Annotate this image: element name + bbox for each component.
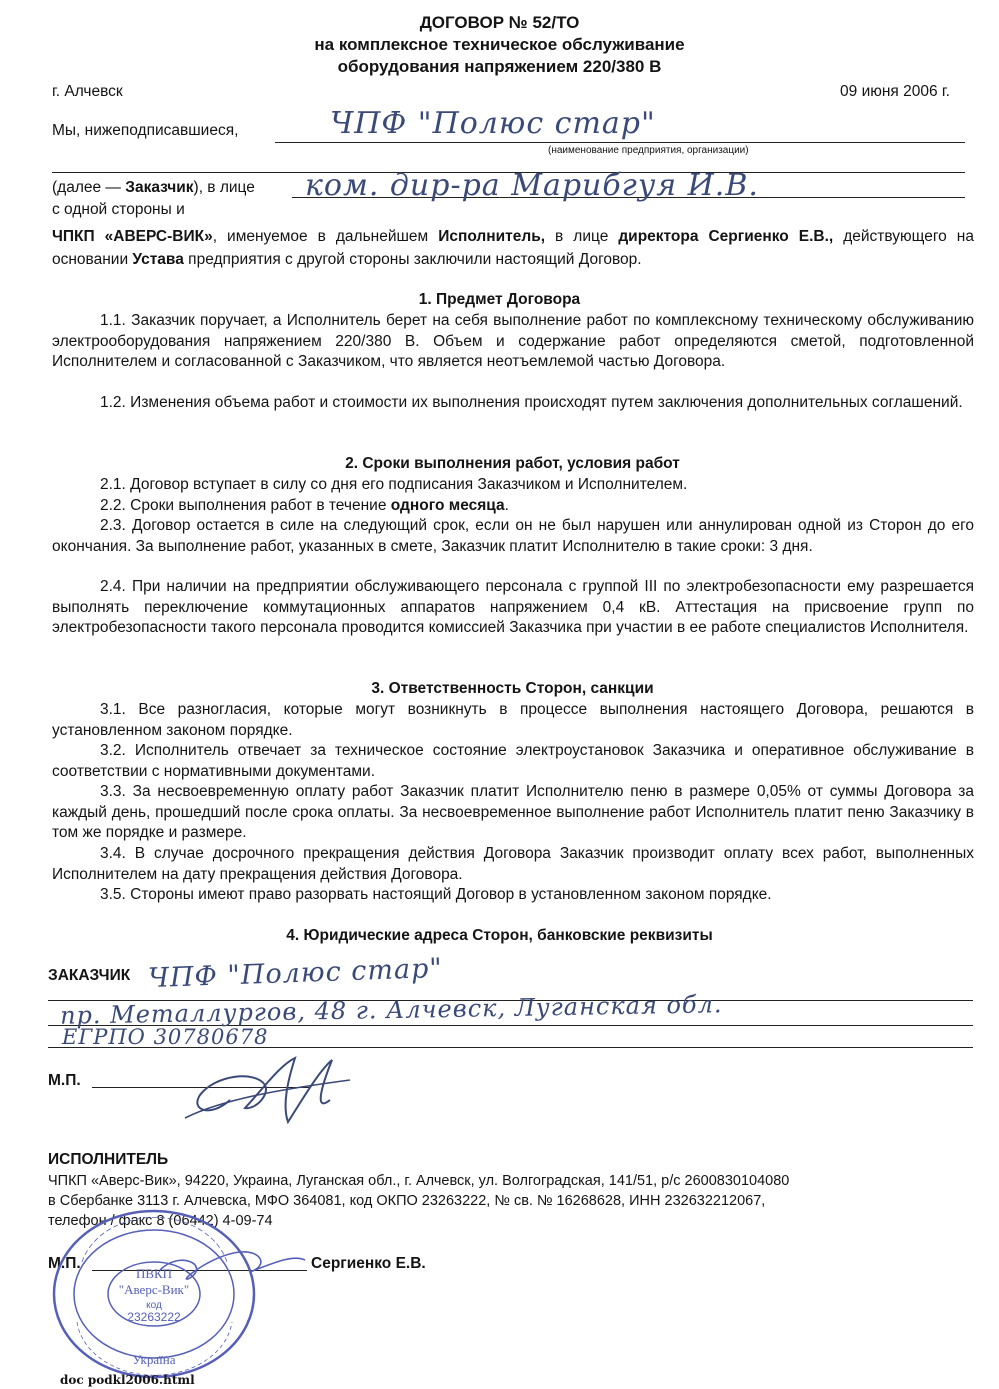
section-2-heading: 2. Сроки выполнения работ, условия работ xyxy=(345,455,680,472)
we-label: Мы, нижеподписавшиеся, xyxy=(52,122,239,139)
customer-signature xyxy=(170,1040,370,1140)
clause-1-2: 1.2. Изменения объема работ и стоимости их выполнения происходят путем заключения дополнительных соглашений. xyxy=(100,394,963,411)
customer-handwritten-address: пр. Металлургов, 48 г. Алчевск, Луганская обл. xyxy=(59,990,723,1030)
customer-handwritten-name: ЧПФ "Полюс стар" xyxy=(147,952,444,995)
clause-1-1: 1.1. Заказчик поручает, а Исполнитель берет на себя выполнение работ по комплексному техническому обслуживанию электрооборудования напряжением 220/380 В. Объем и содержание работ определяются сметой, подготовленной Исполнителем и согласованной с Заказчиком, что является неотъемлемой частью Договора. xyxy=(52,312,974,370)
clause-3-5: 3.5. Стороны имеют право разорвать настоящий Договор в установленном законом порядке. xyxy=(100,886,772,903)
clause-3-4: 3.4. В случае досрочного прекращения действия Договора Заказчик производит оплату всех работ, выполненных Исполнителем на дату прекращения действия Договора. xyxy=(52,845,974,883)
contract-subtitle-1: на комплексное техническое обслуживание xyxy=(314,35,685,54)
one-side-text: с одной стороны и xyxy=(52,201,185,218)
contract-subtitle-2: оборудования напряжением 220/380 В xyxy=(337,57,662,76)
representative-handwritten: ком. дир-ра Марибгуя И.В. xyxy=(305,168,759,203)
stamp-code-label: код xyxy=(146,1300,162,1311)
clause-3-3: 3.3. За несвоевременную оплату работ Заказчик платит Исполнителю пеню в размере 0,05% от суммы Договора за каждый день, прошедший после срока оплаты. За несвоевременное выполнение работ Исполнитель платит пеню Заказчику в том же порядке и размере. xyxy=(52,783,974,841)
executor-label: ИСПОЛНИТЕЛЬ xyxy=(48,1151,169,1168)
executor-requisites: ЧПКП «Аверс-Вик», 94220, Украина, Луганская обл., г. Алчевск, ул. Волгоградская, 141/51, р/с 2600830104080 в Сбербанке 3113 г. Алчевска, МФО 364081, код ОКПО 23263222, № св. № 16268628, ИНН 232632212067, телефон / факс 8 (06442) 4-09-74 xyxy=(48,1173,790,1229)
contract-title: ДОГОВОР № 52/ТО xyxy=(419,13,580,32)
company-stamp xyxy=(42,1202,262,1382)
preamble-paragraph: ЧПКП «АВЕРС-ВИК», именуемое в дальнейшем Исполнитель, в лице директора Сергиенко Е.В., действующего на основании Устава предприятия с другой стороны заключили настоящий Договор. xyxy=(52,228,974,268)
city: г. Алчевск xyxy=(52,83,123,100)
customer-name-handwritten: ЧПФ "Полюс стар" xyxy=(330,106,656,141)
stamp-code: 23263222 xyxy=(127,1310,181,1324)
customer-handwritten-code: ЕГРПО 30780678 xyxy=(62,1025,269,1049)
executor-mp-label: М.П. xyxy=(48,1255,81,1272)
executor-signer: Сергиенко Е.В. xyxy=(311,1255,426,1272)
clause-2-2: 2.2. Сроки выполнения работ в течение одного месяца. xyxy=(100,497,509,514)
clause-2-3: 2.3. Договор остается в силе на следующий срок, если он не был нарушен или аннулирован одной из Сторон до его окончания. За выполнение работ, указанных в смете, Заказчик платит Исполнителю в такие сроки: 3 дня. xyxy=(52,517,975,555)
stamp-center-1: ПВКП xyxy=(135,1266,173,1281)
org-caption: (наименование предприятия, организации) xyxy=(548,145,749,156)
section-1-heading: 1. Предмет Договора xyxy=(418,291,581,308)
contract-date: 09 июня 2006 г. xyxy=(840,83,950,100)
clause-2-4: 2.4. При наличии на предприятии обслуживающего персонала с группой III по электробезопасности ему разрешается выполнять переключение коммутационных аппаратов напряжением 0,4 кВ. Аттестация на присвоение групп по электробезопасности такого персонала проводится комиссией Заказчика при участии в ее работе специалистов Исполнителя. xyxy=(52,578,974,636)
stamp-country: Україна xyxy=(132,1352,176,1367)
clause-3-1: 3.1. Все разногласия, которые могут возникнуть в процессе выполнения настоящего Договора, решаются в установленном законом порядке. xyxy=(52,701,975,739)
section-3-heading: 3. Ответственность Сторон, санкции xyxy=(371,680,654,697)
hereinafter-text: (далее — Заказчик), в лице xyxy=(52,179,255,196)
clause-2-1: 2.1. Договор вступает в силу со дня его подписания Заказчиком и Исполнителем. xyxy=(100,476,688,493)
customer-mp-label: М.П. xyxy=(48,1072,81,1089)
customer-label: ЗАКАЗЧИК xyxy=(48,967,131,984)
stamp-center-2: "Аверс-Вик" xyxy=(118,1282,190,1297)
footer-filename: doc podkl2006.html xyxy=(60,1373,195,1387)
clause-3-2: 3.2. Исполнитель отвечает за техническое состояние электроустановок Заказчика и оперативное обслуживание в соответствии с нормативными документами. xyxy=(52,742,974,780)
customer-name-line xyxy=(275,142,965,143)
section-4-heading: 4. Юридические адреса Сторон, банковские реквизиты xyxy=(286,927,713,944)
